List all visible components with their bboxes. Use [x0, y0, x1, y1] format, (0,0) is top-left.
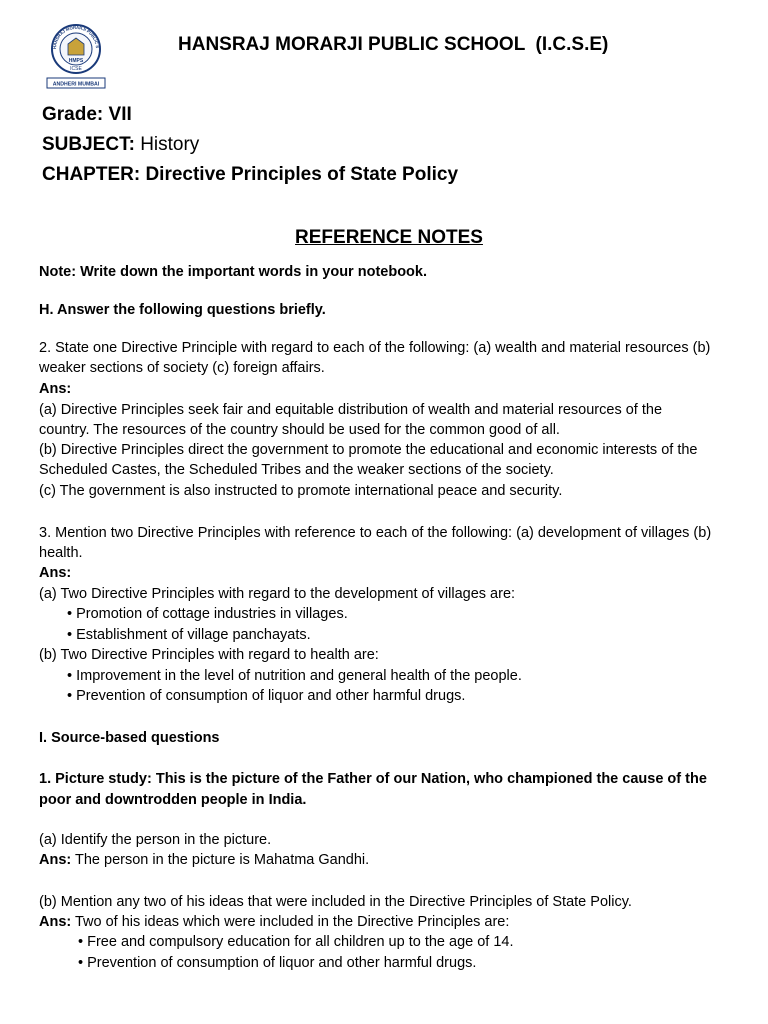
picture-bullet-item: • Free and compulsory education for all children up to the age of 14. [78, 934, 514, 950]
q3-bullet-item: • Promotion of cottage industries in villages. [67, 606, 348, 622]
subject-value: History [140, 134, 200, 155]
q3-ans-label: Ans: [39, 565, 72, 581]
picture-question-a: (a) Identify the person in the picture. [39, 832, 272, 848]
picture-study-line: 1. Picture study: This is the picture of the Father of our Nation, who championed the cause of the [39, 771, 707, 787]
q3-bullet-item: • Prevention of consumption of liquor and other harmful drugs. [67, 688, 466, 704]
ans-text: The person in the picture is Mahatma Gandhi. [71, 852, 370, 868]
chapter-value: Directive Principles of State Policy [145, 164, 459, 185]
grade-label: Grade: [42, 104, 104, 125]
crest-location-text: ANDHERI MUMBAI [52, 81, 100, 88]
q3-answer-line: (a) Two Directive Principles with regard to the development of villages are: [39, 586, 516, 602]
q3-bullet-item: • Establishment of village panchayats. [67, 627, 311, 643]
picture-study-line: poor and downtrodden people in India. [39, 792, 307, 808]
q3-bullet-item: • Improvement in the level of nutrition and general health of the people. [67, 668, 522, 684]
q2-answer-line: country. The resources of the country should be used for the common good of all. [39, 422, 560, 438]
q2-question-line: weaker sections of society (c) foreign affairs. [39, 360, 325, 376]
school-crest-icon [45, 22, 107, 90]
crest-emblem-text: HMPS [68, 58, 84, 64]
school-name: HANSRAJ MORARJI PUBLIC SCHOOL (I.C.S.E) [178, 34, 609, 55]
grade-value: VII [108, 104, 132, 125]
ans-text: Two of his ideas which were included in the Directive Principles are: [71, 914, 510, 930]
ans-label: Ans: [39, 852, 72, 868]
section-i-heading: I. Source-based questions [39, 730, 220, 746]
ans-label: Ans: [39, 914, 72, 930]
picture-question-b: (b) Mention any two of his ideas that were included in the Directive Principles of State Policy. [39, 894, 632, 910]
crest-board-text: ICSE [70, 66, 82, 72]
q2-ans-label: Ans: [39, 381, 72, 397]
crest-ring-text: HANSRAJ MORARJI PUBLIC S [51, 24, 101, 50]
grade-line [42, 104, 132, 126]
subject-label: SUBJECT: [42, 134, 135, 155]
q3-answer-line: (b) Two Directive Principles with regard to health are: [39, 647, 379, 663]
q3-question-line: health. [39, 545, 83, 561]
subject-line [42, 134, 199, 156]
q2-answer-line: (c) The government is also instructed to promote international peace and security. [39, 483, 563, 499]
page-title: REFERENCE NOTES [295, 227, 483, 248]
q2-question-line: 2. State one Directive Principle with regard to each of the following: (a) wealth and material resources (b) [39, 340, 711, 356]
picture-answer-a [39, 850, 369, 870]
q3-question-line: 3. Mention two Directive Principles with reference to each of the following: (a) development of villages (b) [39, 525, 712, 541]
q2-answer-line: Scheduled Castes, the Scheduled Tribes and the weaker sections of the society. [39, 462, 554, 478]
chapter-line [42, 164, 458, 186]
q2-answer-line: (a) Directive Principles seek fair and equitable distribution of wealth and material resources of the [39, 402, 663, 418]
picture-bullet-item: • Prevention of consumption of liquor and other harmful drugs. [78, 955, 477, 971]
note-text: Note: Write down the important words in your notebook. [39, 264, 428, 280]
section-h-heading: H. Answer the following questions briefly. [39, 302, 326, 318]
picture-answer-b [39, 912, 509, 932]
chapter-label: CHAPTER: [42, 164, 141, 185]
q2-answer-line: (b) Directive Principles direct the government to promote the educational and economic interests of the [39, 442, 698, 458]
